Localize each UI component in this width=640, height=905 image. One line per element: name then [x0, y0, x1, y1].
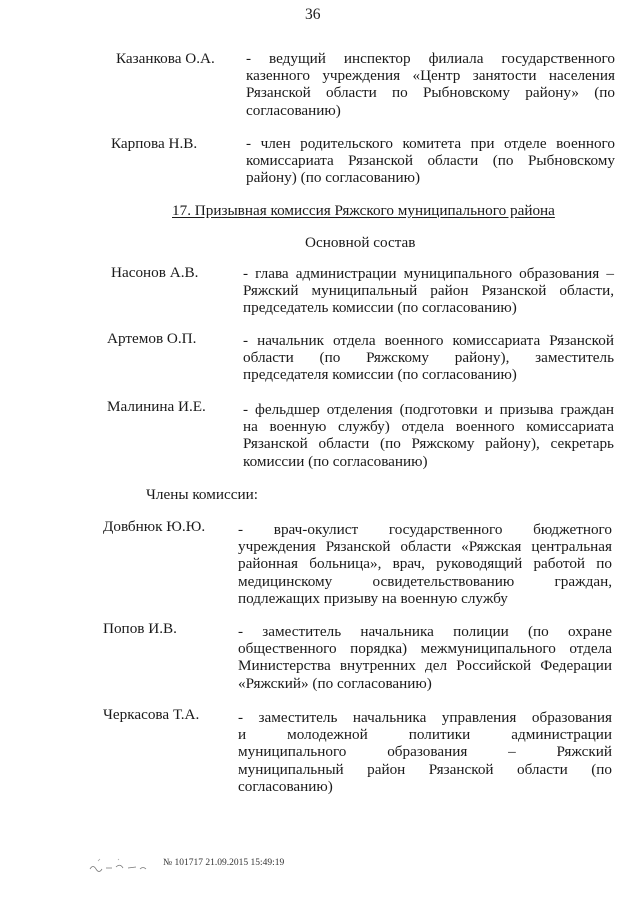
role-line: комиссариата Рязанской области (по Рыбновскому	[246, 152, 615, 170]
role-line: - глава администрации муниципального образования –	[243, 265, 614, 282]
member-role	[238, 521, 612, 607]
member-name: Довбнюк Ю.Ю.	[103, 518, 206, 535]
role-line: согласованию)	[246, 101, 341, 119]
role-line: казенного учреждения «Центр занятости населения	[246, 67, 615, 85]
role-line: согласованию)	[238, 777, 333, 795]
role-line: - ведущий инспектор филиала государственного	[246, 50, 615, 67]
role-line: подлежащих призыву на военную службу	[238, 589, 508, 607]
role-line: районная больница», врач, руководящий работой по	[238, 555, 612, 573]
role-line: - фельдшер отделения (подготовки и призыва граждан	[243, 401, 614, 418]
member-role	[238, 709, 612, 795]
member-role	[246, 50, 615, 119]
page-number: 36	[305, 6, 321, 23]
member-name: Карпова Н.В.	[111, 135, 198, 152]
role-line: - заместитель начальника управления образования	[238, 709, 612, 726]
member-name: Малинина И.Е.	[107, 398, 206, 415]
role-line: комиссии (по согласованию)	[243, 452, 428, 470]
member-role	[243, 401, 614, 470]
member-role	[243, 332, 614, 384]
section-subheading: Основной состав	[305, 234, 416, 251]
role-line: - врач-окулист государственного бюджетного	[238, 521, 612, 538]
role-line: - заместитель начальника полиции (по охране	[238, 623, 612, 640]
role-line: «Ряжский» (по согласованию)	[238, 674, 432, 692]
footer-scribble-mark	[88, 855, 158, 875]
role-line: - член родительского комитета при отделе военного	[246, 135, 615, 152]
member-name: Артемов О.П.	[107, 330, 197, 347]
role-line: и молодежной политики администрации	[238, 726, 612, 744]
registration-stamp: № 101717 21.09.2015 15:49:19	[163, 858, 285, 868]
role-line: муниципальный район Рязанской области (по	[238, 760, 612, 778]
member-role	[238, 623, 612, 692]
role-line: Ряжский муниципальный район Рязанской области,	[243, 282, 614, 300]
role-line: - начальник отдела военного комиссариата Рязанской	[243, 332, 614, 349]
role-line: учреждения Рязанской области «Ряжская центральная	[238, 538, 612, 556]
member-name: Черкасова Т.А.	[103, 706, 200, 723]
section-heading: 17. Призывная комиссия Ряжского муниципального района	[172, 202, 555, 219]
role-line: району) (по согласованию)	[246, 169, 421, 187]
role-line: на военную службу) отдела военного комиссариата	[243, 418, 614, 436]
member-name: Казанкова О.А.	[116, 50, 215, 67]
member-role	[243, 265, 614, 317]
role-line: Рязанской области по Рыбновскому району» (по	[246, 84, 615, 102]
role-line: области (по Ряжскому району), заместитель	[243, 349, 614, 367]
role-line: муниципального образования – Ряжский	[238, 743, 612, 761]
role-line: общественного порядка) межмуниципального отдела	[238, 640, 612, 658]
members-heading: Члены комиссии:	[146, 486, 258, 503]
member-role	[246, 135, 615, 187]
role-line: председатель комиссии (по согласованию)	[243, 299, 517, 317]
role-line: Рязанской области (по Ряжскому району), секретарь	[243, 435, 614, 453]
role-line: Министерства внутренних дел Российской Федерации	[238, 657, 612, 675]
role-line: председателя комиссии (по согласованию)	[243, 366, 517, 384]
role-line: медицинскому освидетельствованию граждан,	[238, 572, 612, 590]
member-name: Насонов А.В.	[111, 264, 199, 281]
member-name: Попов И.В.	[103, 620, 177, 637]
